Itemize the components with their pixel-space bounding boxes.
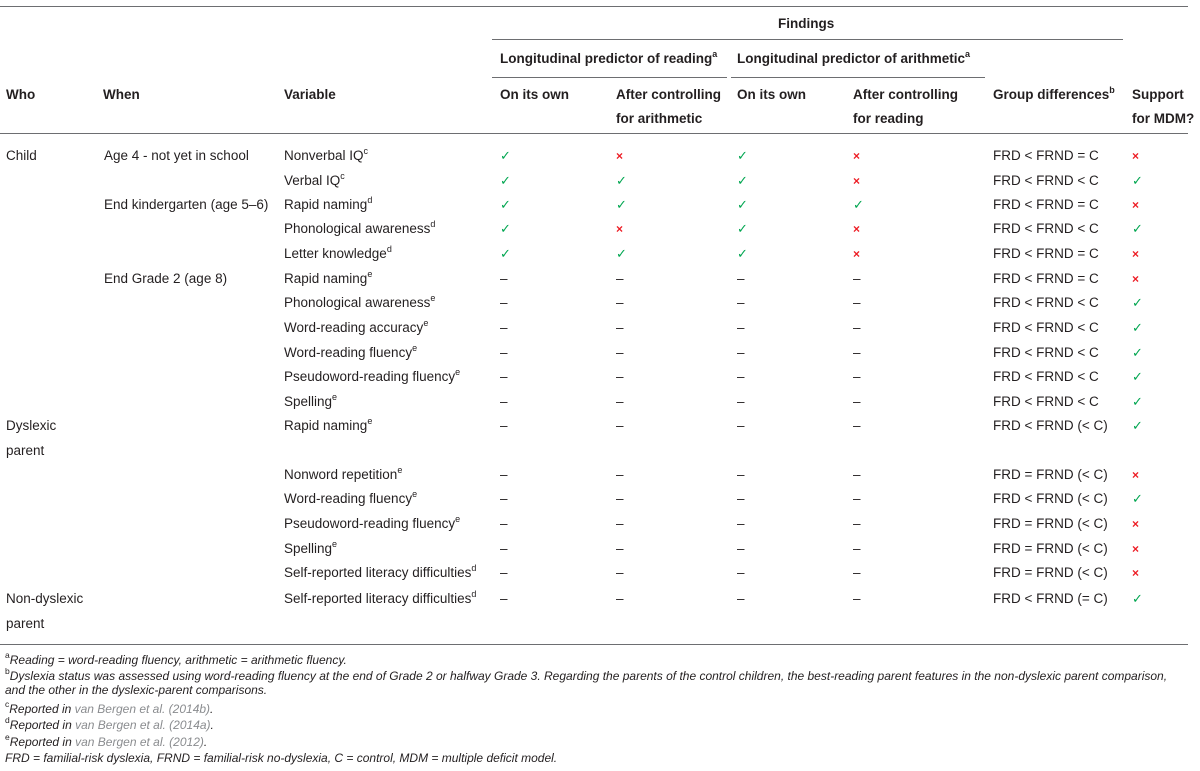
check-icon: ✓ (737, 221, 748, 236)
dash-mark: – (737, 369, 745, 384)
dash-mark: – (853, 271, 861, 286)
check-icon: ✓ (500, 221, 511, 236)
footnote-b-text: Dyslexia status was assessed using word-reading fluency at the end of Grade 2 or halfway Grade 3. Regarding the parents of the control children, the best-reading parent features in the non-dyslexic parent comparison, and the other in the dyslexic-parent comparisons. (5, 669, 1168, 697)
row-when: Age 4 - not yet in school (104, 148, 249, 163)
row-variable (284, 194, 373, 213)
check-icon: ✓ (500, 148, 511, 163)
row-variable-sup: d (367, 194, 373, 205)
check-icon: ✓ (1132, 591, 1143, 606)
dash-mark: – (500, 467, 508, 482)
check-icon: ✓ (1132, 394, 1143, 409)
check-icon: ✓ (737, 197, 748, 212)
row-variable (284, 170, 345, 189)
cross-icon: × (1132, 272, 1140, 286)
row-variable-sup: e (367, 268, 373, 279)
check-icon: ✓ (1132, 418, 1143, 433)
cross-icon: × (853, 174, 861, 188)
dash-mark: – (737, 271, 745, 286)
dash-mark: – (737, 345, 745, 360)
footnote-e-suffix: . (203, 735, 208, 749)
cross-icon: × (1132, 468, 1140, 482)
dash-mark: – (737, 295, 745, 310)
check-icon: ✓ (1132, 345, 1143, 360)
check-icon: ✓ (737, 148, 748, 163)
row-group-difference: FRD < FRND < C (993, 221, 1099, 236)
dash-mark: – (500, 345, 508, 360)
dash-mark: – (853, 491, 861, 506)
check-icon: ✓ (1132, 491, 1143, 506)
findings-rule (492, 39, 1123, 40)
dash-mark: – (737, 394, 745, 409)
reading-group-sup: a (712, 48, 718, 59)
dash-mark: – (616, 369, 624, 384)
row-variable (284, 366, 461, 385)
when-header: When (103, 87, 140, 102)
footnote-e-ref-link[interactable]: van Bergen et al. (2012) (75, 735, 204, 749)
row-variable (284, 268, 373, 287)
row-variable-label: Self-reported literacy difficulties (284, 591, 472, 606)
check-icon: ✓ (1132, 369, 1143, 384)
row-variable-sup: e (332, 538, 338, 549)
row-variable-label: Spelling (284, 394, 333, 409)
dash-mark: – (853, 320, 861, 335)
footnote-c-prefix: Reported in (9, 702, 75, 716)
footnote-c (5, 699, 1190, 716)
on-own-arith-header: On its own (737, 87, 806, 102)
dash-mark: – (500, 418, 508, 433)
dash-mark: – (500, 591, 508, 606)
findings-header: Findings (778, 16, 835, 31)
footnote-e-mark: e (5, 732, 10, 742)
row-group-difference: FRD = FRND (< C) (993, 516, 1108, 531)
row-variable (284, 218, 436, 237)
row-variable (284, 415, 373, 434)
row-variable (284, 243, 392, 262)
top-rule (0, 6, 1188, 7)
dash-mark: – (853, 467, 861, 482)
cross-icon: × (853, 222, 861, 236)
dash-mark: – (500, 541, 508, 556)
row-variable (284, 391, 338, 410)
row-variable-label: Nonverbal IQ (284, 148, 364, 163)
dash-mark: – (616, 516, 624, 531)
row-variable-sup: d (471, 562, 477, 573)
row-variable (284, 588, 477, 607)
cross-icon: × (616, 149, 624, 163)
dash-mark: – (853, 295, 861, 310)
row-variable-sup: e (397, 464, 403, 475)
row-variable-label: Rapid naming (284, 197, 368, 212)
row-group-difference: FRD < FRND < C (993, 345, 1099, 360)
dash-mark: – (737, 565, 745, 580)
footnote-e (5, 732, 1190, 749)
row-variable-label: Pseudoword-reading fluency (284, 369, 456, 384)
dash-mark: – (616, 271, 624, 286)
row-group-difference: FRD = FRND (< C) (993, 565, 1108, 580)
row-variable (284, 562, 477, 581)
row-variable-sup: c (363, 145, 369, 156)
row-group-difference: FRD < FRND = C (993, 197, 1099, 212)
reading-group-header (500, 48, 718, 67)
row-variable-sup: d (471, 588, 477, 599)
row-variable (284, 464, 403, 483)
row-group-difference: FRD < FRND < C (993, 394, 1099, 409)
row-variable (284, 342, 418, 361)
cross-icon: × (1132, 198, 1140, 212)
dash-mark: – (737, 491, 745, 506)
footnote-abbreviations: FRD = familial-risk dyslexia, FRND = familial-risk no-dyslexia, C = control, MDM = multiple deficit model. (5, 751, 558, 765)
check-icon: ✓ (737, 246, 748, 261)
row-variable-label: Letter knowledge (284, 246, 387, 261)
footnote-b (5, 666, 1190, 697)
cross-icon: × (1132, 247, 1140, 261)
row-group-difference: FRD = FRND (< C) (993, 541, 1108, 556)
row-variable (284, 145, 369, 164)
check-icon: ✓ (1132, 221, 1143, 236)
row-variable-sup: e (367, 415, 373, 426)
dash-mark: – (500, 516, 508, 531)
dash-mark: – (737, 467, 745, 482)
dash-mark: – (737, 541, 745, 556)
row-variable-label: Rapid naming (284, 271, 368, 286)
cross-icon: × (1132, 149, 1140, 163)
row-variable-label: Spelling (284, 541, 333, 556)
row-when: End kindergarten (age 5–6) (104, 197, 269, 212)
footnote-d-ref-link[interactable]: van Bergen et al. (2014a) (75, 718, 211, 732)
subgroup-rule-arith (731, 77, 985, 78)
dash-mark: – (737, 591, 745, 606)
dash-mark: – (616, 345, 624, 360)
cross-icon: × (1132, 566, 1140, 580)
row-variable (284, 538, 338, 557)
header-bottom-rule (0, 133, 1188, 134)
dash-mark: – (616, 320, 624, 335)
footnote-c-suffix: . (210, 702, 214, 716)
row-variable-label: Phonological awareness (284, 295, 431, 310)
dash-mark: – (616, 467, 624, 482)
row-who: Dyslexic (6, 418, 57, 433)
check-icon: ✓ (853, 197, 864, 212)
row-variable (284, 513, 461, 532)
cross-icon: × (853, 149, 861, 163)
row-group-difference: FRD < FRND < C (993, 295, 1099, 310)
row-group-difference: FRD < FRND < C (993, 320, 1099, 335)
dash-mark: – (500, 369, 508, 384)
dash-mark: – (500, 295, 508, 310)
dash-mark: – (500, 565, 508, 580)
group-diff-label: Group differences (993, 87, 1110, 102)
dash-mark: – (616, 295, 624, 310)
check-icon: ✓ (500, 246, 511, 261)
reading-group-label: Longitudinal predictor of reading (500, 51, 713, 66)
row-who: Non-dyslexic (6, 591, 84, 606)
dash-mark: – (616, 491, 624, 506)
check-icon: ✓ (616, 197, 627, 212)
dash-mark: – (500, 394, 508, 409)
dash-mark: – (616, 394, 624, 409)
footnote-c-ref-link[interactable]: van Bergen et al. (2014b) (74, 702, 211, 716)
support-header-2: for MDM? (1132, 111, 1195, 126)
row-variable (284, 488, 418, 507)
dash-mark: – (500, 320, 508, 335)
group-diff-header (993, 84, 1115, 103)
check-icon: ✓ (616, 246, 627, 261)
row-variable-label: Self-reported literacy difficulties (284, 565, 472, 580)
row-variable-label: Word-reading fluency (284, 491, 413, 506)
footnote-d-prefix: Reported in (9, 718, 76, 732)
row-variable-sup: e (412, 342, 418, 353)
dash-mark: – (853, 418, 861, 433)
row-variable-sup: e (455, 513, 461, 524)
arith-group-label: Longitudinal predictor of arithmetic (737, 51, 966, 66)
row-variable-label: Word-reading accuracy (284, 320, 424, 335)
row-variable-sup: e (455, 366, 461, 377)
row-variable-sup: c (340, 170, 345, 181)
cross-icon: × (616, 222, 624, 236)
dash-mark: – (737, 418, 745, 433)
dash-mark: – (616, 565, 624, 580)
row-when: End Grade 2 (age 8) (104, 271, 228, 286)
row-who-line2: parent (6, 616, 45, 631)
dash-mark: – (616, 418, 624, 433)
row-group-difference: FRD < FRND (< C) (993, 418, 1108, 433)
dash-mark: – (616, 541, 624, 556)
after-ctrl-arith-header-1: After controlling (616, 87, 721, 102)
on-own-reading-header: On its own (500, 87, 569, 102)
footnote-c-mark: c (5, 699, 10, 709)
row-who: Child (6, 148, 37, 163)
after-ctrl-read-header-1: After controlling (853, 87, 958, 102)
dash-mark: – (853, 565, 861, 580)
row-variable-sup: e (423, 317, 429, 328)
row-variable-label: Pseudoword-reading fluency (284, 516, 456, 531)
row-variable-label: Rapid naming (284, 418, 368, 433)
after-ctrl-arith-header-2: for arithmetic (616, 111, 703, 126)
check-icon: ✓ (1132, 173, 1143, 188)
row-variable-label: Nonword repetition (284, 467, 398, 482)
row-group-difference: FRD = FRND (< C) (993, 467, 1108, 482)
cross-icon: × (1132, 517, 1140, 531)
footnote-b-mark: b (5, 666, 10, 676)
check-icon: ✓ (1132, 295, 1143, 310)
dash-mark: – (853, 369, 861, 384)
footnote-a-mark: a (5, 650, 10, 660)
who-header: Who (6, 87, 36, 102)
footnote-a-text: Reading = word-reading fluency, arithmetic = arithmetic fluency. (9, 653, 347, 667)
cross-icon: × (853, 247, 861, 261)
dash-mark: – (853, 591, 861, 606)
table-bottom-rule (0, 644, 1188, 645)
dash-mark: – (853, 394, 861, 409)
variable-header: Variable (284, 87, 336, 102)
group-diff-sup: b (1109, 84, 1115, 95)
row-variable (284, 292, 436, 311)
row-variable-sup: e (412, 488, 418, 499)
subgroup-rule-reading (492, 77, 727, 78)
dash-mark: – (853, 345, 861, 360)
row-who-line2: parent (6, 443, 45, 458)
row-group-difference: FRD < FRND = C (993, 271, 1099, 286)
row-variable-sup: e (430, 292, 436, 303)
dash-mark: – (853, 516, 861, 531)
row-variable-label: Phonological awareness (284, 221, 431, 236)
row-variable-label: Verbal IQ (284, 173, 341, 188)
footnote-e-prefix: Reported in (9, 735, 76, 749)
arith-group-header (737, 48, 971, 67)
cross-icon: × (1132, 542, 1140, 556)
row-variable-sup: d (386, 243, 392, 254)
dash-mark: – (853, 541, 861, 556)
row-group-difference: FRD < FRND = C (993, 148, 1099, 163)
row-group-difference: FRD < FRND (< C) (993, 491, 1108, 506)
footnote-d-mark: d (5, 715, 10, 725)
check-icon: ✓ (737, 173, 748, 188)
check-icon: ✓ (500, 197, 511, 212)
row-group-difference: FRD < FRND < C (993, 369, 1099, 384)
dash-mark: – (500, 271, 508, 286)
after-ctrl-read-header-2: for reading (853, 111, 924, 126)
row-variable-label: Word-reading fluency (284, 345, 413, 360)
dash-mark: – (737, 516, 745, 531)
support-header-1: Support (1132, 87, 1184, 102)
row-group-difference: FRD < FRND (= C) (993, 591, 1108, 606)
row-variable (284, 317, 429, 336)
row-group-difference: FRD < FRND = C (993, 246, 1099, 261)
check-icon: ✓ (616, 173, 627, 188)
footnote-d (5, 715, 1190, 732)
dash-mark: – (616, 591, 624, 606)
row-group-difference: FRD < FRND < C (993, 173, 1099, 188)
footnote-d-suffix: . (210, 718, 214, 732)
check-icon: ✓ (500, 173, 511, 188)
row-variable-sup: e (332, 391, 338, 402)
check-icon: ✓ (1132, 320, 1143, 335)
dash-mark: – (737, 320, 745, 335)
arith-group-sup: a (965, 48, 971, 59)
dash-mark: – (500, 491, 508, 506)
footnote-a (5, 650, 1190, 667)
row-variable-sup: d (430, 218, 436, 229)
